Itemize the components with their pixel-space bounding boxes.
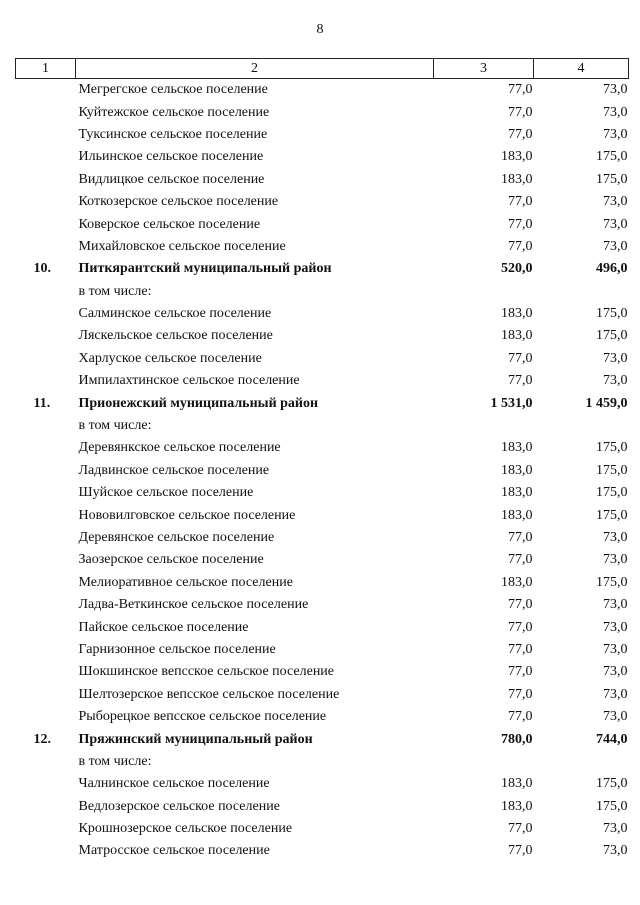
value-column-4: 73,0 (603, 843, 628, 859)
value-column-3: 77,0 (508, 686, 533, 702)
table-row (16, 684, 629, 706)
settlement-name: Коткозерское сельское поселение (78, 194, 279, 210)
row-number (16, 594, 76, 616)
settlement-name: Коверское сельское поселение (78, 216, 261, 232)
value-column-3: 183,0 (501, 149, 533, 165)
settlement-name: Рыборецкое вепсское сельское поселение (78, 709, 327, 725)
table-row (16, 504, 629, 526)
value-column-4: 73,0 (603, 552, 628, 568)
settlement-name: Михайловское сельское поселение (78, 238, 286, 254)
settlement-name: Ведлозерское сельское поселение (78, 798, 280, 814)
settlement-name: Пайское сельское поселение (78, 619, 249, 635)
row-number (16, 527, 76, 549)
row-number (16, 325, 76, 347)
district-total-row (16, 392, 629, 414)
value-column-4: 73,0 (603, 664, 628, 680)
row-number (16, 437, 76, 459)
table-row (16, 639, 629, 661)
value-column-3: 77,0 (508, 552, 533, 568)
settlement-name: Видлицкое сельское поселение (78, 171, 265, 187)
value-column-3: 77,0 (508, 126, 533, 142)
table-row (16, 482, 629, 504)
table-row (16, 460, 629, 482)
value-column-3: 77,0 (508, 821, 533, 837)
table-row (16, 437, 629, 459)
district-total-row (16, 258, 629, 280)
value-column-4: 175,0 (596, 574, 628, 590)
value-column-3: 183,0 (501, 328, 533, 344)
value-column-3: 77,0 (508, 238, 533, 254)
value-column-4 (534, 751, 629, 773)
value-column-3: 183,0 (501, 798, 533, 814)
row-number (16, 303, 76, 325)
table-row (16, 661, 629, 683)
value-column-3: 77,0 (508, 619, 533, 635)
table-row (16, 191, 629, 213)
settlement-name: Шелтозерское вепсское сельское поселение (78, 686, 340, 702)
value-column-4: 73,0 (603, 126, 628, 142)
row-number (16, 124, 76, 146)
settlement-name: Крошнозерское сельское поселение (78, 821, 293, 837)
row-number: 11. (33, 395, 51, 411)
row-number (16, 213, 76, 235)
column-header-1: 1 (16, 59, 76, 79)
table-row (16, 549, 629, 571)
table-row (16, 101, 629, 123)
value-column-3: 77,0 (508, 194, 533, 210)
row-number (16, 773, 76, 795)
value-column-3 (434, 281, 534, 303)
value-column-3: 77,0 (508, 350, 533, 366)
value-column-3: 183,0 (501, 440, 533, 456)
page-number: 8 (316, 22, 324, 37)
settlement-name: Гарнизонное сельское поселение (78, 641, 276, 657)
settlement-name: Ильинское сельское поселение (78, 149, 264, 165)
settlement-name: Нововилговское сельское поселение (78, 507, 296, 523)
settlement-name: в том числе: (78, 753, 152, 769)
value-column-3: 183,0 (501, 306, 533, 322)
settlement-name: Деревянское сельское поселение (78, 530, 275, 545)
row-number (16, 796, 76, 818)
value-column-4: 175,0 (596, 798, 628, 814)
district-total-row (16, 728, 629, 750)
value-column-4: 73,0 (603, 82, 628, 98)
row-number (16, 616, 76, 638)
table-row (16, 303, 629, 325)
row-number (16, 840, 76, 862)
value-column-3: 77,0 (508, 82, 533, 98)
table-row (16, 527, 629, 549)
row-number: 10. (33, 261, 51, 277)
row-number (16, 482, 76, 504)
value-column-3: 77,0 (508, 597, 533, 613)
value-column-3: 77,0 (508, 104, 533, 120)
settlement-name: Шокшинское вепсское сельское поселение (78, 664, 335, 680)
value-column-4: 496,0 (596, 261, 628, 277)
value-column-3: 183,0 (501, 507, 533, 523)
settlement-name: Матросское сельское поселение (78, 843, 270, 859)
value-column-4: 175,0 (596, 776, 628, 792)
table-row (16, 594, 629, 616)
value-column-4: 175,0 (596, 507, 628, 523)
settlement-name: Ладвинское сельское поселение (78, 462, 270, 478)
settlement-name: Питкярантский муниципальный район (78, 261, 332, 277)
settlement-name: Пряжинский муниципальный район (78, 731, 313, 747)
table-row (16, 348, 629, 370)
table-row (16, 370, 629, 392)
value-column-4: 73,0 (603, 350, 628, 366)
table-row (16, 169, 629, 191)
table-row (16, 751, 629, 773)
value-column-4: 175,0 (596, 149, 628, 165)
row-number: 12. (33, 731, 51, 747)
row-number (16, 101, 76, 123)
row-number (16, 415, 76, 437)
value-column-4: 175,0 (596, 328, 628, 344)
value-column-3: 77,0 (508, 373, 533, 389)
settlement-name: Туксинское сельское поселение (78, 126, 268, 142)
value-column-3 (434, 751, 534, 773)
value-column-4: 73,0 (603, 530, 628, 545)
row-number (16, 818, 76, 840)
table-row (16, 146, 629, 168)
value-column-3: 183,0 (501, 462, 533, 478)
value-column-3: 780,0 (501, 731, 533, 747)
table-row (16, 415, 629, 437)
column-header-2: 2 (76, 59, 434, 79)
row-number (16, 79, 76, 102)
row-number (16, 460, 76, 482)
table-row (16, 572, 629, 594)
value-column-3 (434, 415, 534, 437)
table-row (16, 325, 629, 347)
value-column-4: 175,0 (596, 440, 628, 456)
row-number (16, 639, 76, 661)
settlement-name: в том числе: (78, 418, 152, 434)
table-header (16, 59, 629, 79)
row-number (16, 504, 76, 526)
value-column-4: 73,0 (603, 194, 628, 210)
table-row (16, 236, 629, 258)
row-number (16, 684, 76, 706)
value-column-3: 1 531,0 (490, 395, 533, 411)
settlement-name: Мегрегское сельское поселение (78, 82, 268, 98)
settlement-name: Деревянкское сельское поселение (78, 440, 281, 456)
table-row (16, 818, 629, 840)
row-number (16, 706, 76, 728)
settlement-name: Шуйское сельское поселение (78, 485, 254, 501)
value-column-3: 77,0 (508, 843, 533, 859)
column-header-3: 3 (434, 59, 534, 79)
value-column-4: 73,0 (603, 104, 628, 120)
value-column-3: 183,0 (501, 776, 533, 792)
table-row (16, 840, 629, 862)
value-column-4: 73,0 (603, 238, 628, 254)
settlement-name: Заозерское сельское поселение (78, 552, 264, 568)
value-column-4: 73,0 (603, 619, 628, 635)
value-column-3: 520,0 (501, 261, 533, 277)
value-column-4: 73,0 (603, 821, 628, 837)
table-row (16, 281, 629, 303)
row-number (16, 236, 76, 258)
table-row (16, 616, 629, 638)
value-column-4: 744,0 (596, 731, 628, 747)
header-row (16, 59, 629, 79)
value-column-4: 73,0 (603, 373, 628, 389)
settlement-name: Салминское сельское поселение (78, 306, 272, 322)
row-number (16, 661, 76, 683)
row-number (16, 146, 76, 168)
value-column-4: 73,0 (603, 597, 628, 613)
table-row (16, 124, 629, 146)
value-column-3: 183,0 (501, 574, 533, 590)
settlement-name: Куйтежское сельское поселение (78, 104, 270, 120)
value-column-3: 77,0 (508, 216, 533, 232)
value-column-4: 73,0 (603, 641, 628, 657)
value-column-3: 183,0 (501, 485, 533, 501)
settlement-name: Мелиоративное сельское поселение (78, 574, 293, 590)
row-number (16, 572, 76, 594)
row-number (16, 191, 76, 213)
row-number (16, 348, 76, 370)
allocation-table (15, 58, 629, 863)
value-column-4: 1 459,0 (585, 395, 628, 411)
value-column-4: 175,0 (596, 485, 628, 501)
value-column-3: 77,0 (508, 709, 533, 725)
table-row (16, 213, 629, 235)
table-row (16, 79, 629, 102)
value-column-4: 73,0 (603, 686, 628, 702)
value-column-3: 77,0 (508, 641, 533, 657)
value-column-4: 73,0 (603, 216, 628, 232)
table-row (16, 796, 629, 818)
value-column-4: 175,0 (596, 462, 628, 478)
table-row (16, 773, 629, 795)
value-column-4: 175,0 (596, 306, 628, 322)
row-number (16, 370, 76, 392)
settlement-name: Прионежский муниципальный район (78, 395, 319, 411)
settlement-name: Харлуское сельское поселение (78, 350, 262, 366)
settlement-name: в том числе: (78, 283, 152, 299)
row-number (16, 751, 76, 773)
value-column-4 (534, 281, 629, 303)
value-column-4 (534, 415, 629, 437)
settlement-name: Ляскельское сельское поселение (78, 328, 273, 344)
settlement-name: Чалнинское сельское поселение (78, 776, 270, 792)
table-row (16, 706, 629, 728)
settlement-name: Ладва-Веткинское сельское поселение (78, 597, 309, 613)
column-header-4: 4 (534, 59, 629, 79)
row-number (16, 281, 76, 303)
row-number (16, 549, 76, 571)
value-column-4: 175,0 (596, 171, 628, 187)
table-body (16, 79, 629, 863)
value-column-4: 73,0 (603, 709, 628, 725)
value-column-3: 183,0 (501, 171, 533, 187)
value-column-3: 77,0 (508, 530, 533, 545)
value-column-3: 77,0 (508, 664, 533, 680)
settlement-name: Импилахтинское сельское поселение (78, 373, 300, 389)
row-number (16, 169, 76, 191)
